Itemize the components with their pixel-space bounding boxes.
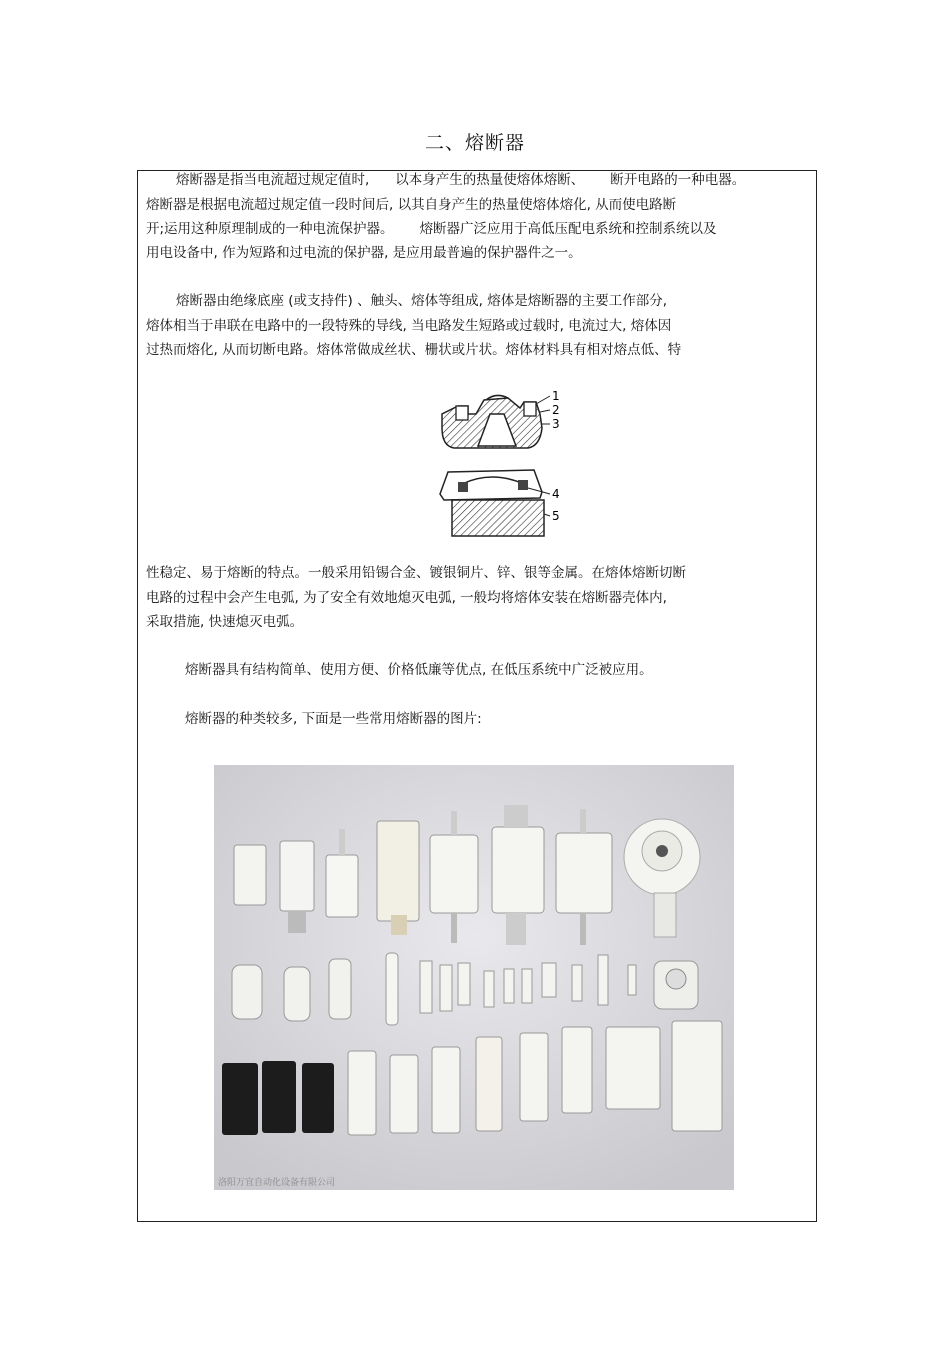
para5: 熔断器的种类较多, 下面是一些常用熔断器的图片: <box>185 711 482 727</box>
photo-watermark: 洛阳万宜自动化设备有限公司 <box>218 1178 336 1188</box>
para4: 熔断器具有结构简单、使用方便、价格低廉等优点, 在低压系统中广泛被应用。 <box>185 662 653 678</box>
text-segment: 开;运用这种原理制成的一种电流保护器。 <box>146 221 394 237</box>
text-segment: 以本身产生的热量使熔体熔断、 <box>395 172 585 188</box>
fuse-structure-diagram <box>428 384 578 544</box>
para1-line4: 用电设备中, 作为短路和过电流的保护器, 是应用最普遍的保护器件之一。 <box>146 245 582 261</box>
diagram-label-5: 5 <box>552 509 560 523</box>
page-title: 二、熔断器 <box>424 132 525 154</box>
text-segment: 熔断器广泛应用于高低压配电系统和控制系统以及 <box>419 221 717 237</box>
para3-line1: 性稳定、易于熔断的特点。一般采用铅锡合金、镀银铜片、锌、银等金属。在熔体熔断切断 <box>146 565 686 581</box>
para1-line2: 熔断器是根据电流超过规定值一段时间后, 以其自身产生的热量使熔体熔化, 从而使电路断 <box>146 197 677 213</box>
text-segment: 断开电路的一种电器。 <box>610 172 746 188</box>
para2-line1: 熔断器由绝缘底座 (或支持件) 、触头、熔体等组成, 熔体是熔断器的主要工作部分, <box>176 293 667 309</box>
fuse-base-drawing <box>440 470 544 536</box>
para3-line2: 电路的过程中会产生电弧, 为了安全有效地熄灭电弧, 一般均将熔体安装在熔断器壳体内, <box>146 590 667 606</box>
para2-line2: 熔体相当于串联在电路中的一段特殊的导线, 当电路发生短路或过载时, 电流过大, 熔体因 <box>146 318 672 334</box>
diagram-label-3: 3 <box>552 417 560 431</box>
para2-line3: 过热而熔化, 从而切断电路。熔体常做成丝状、栅状或片状。熔体材料具有相对熔点低、特 <box>146 342 682 358</box>
diagram-label-1: 1 <box>552 389 560 403</box>
para3-line3: 采取措施, 快速熄灭电弧。 <box>146 614 304 630</box>
diagram-label-4: 4 <box>552 487 560 501</box>
text-segment: 熔断器是指当电流超过规定值时, <box>176 172 370 188</box>
para1-line1 <box>146 170 745 190</box>
fuse-carrier-drawing <box>442 395 542 448</box>
para1-line3 <box>146 219 717 239</box>
fuse-types-photo <box>214 765 734 1190</box>
fuse-photo-illustration <box>214 765 734 1190</box>
diagram-label-2: 2 <box>552 403 560 417</box>
